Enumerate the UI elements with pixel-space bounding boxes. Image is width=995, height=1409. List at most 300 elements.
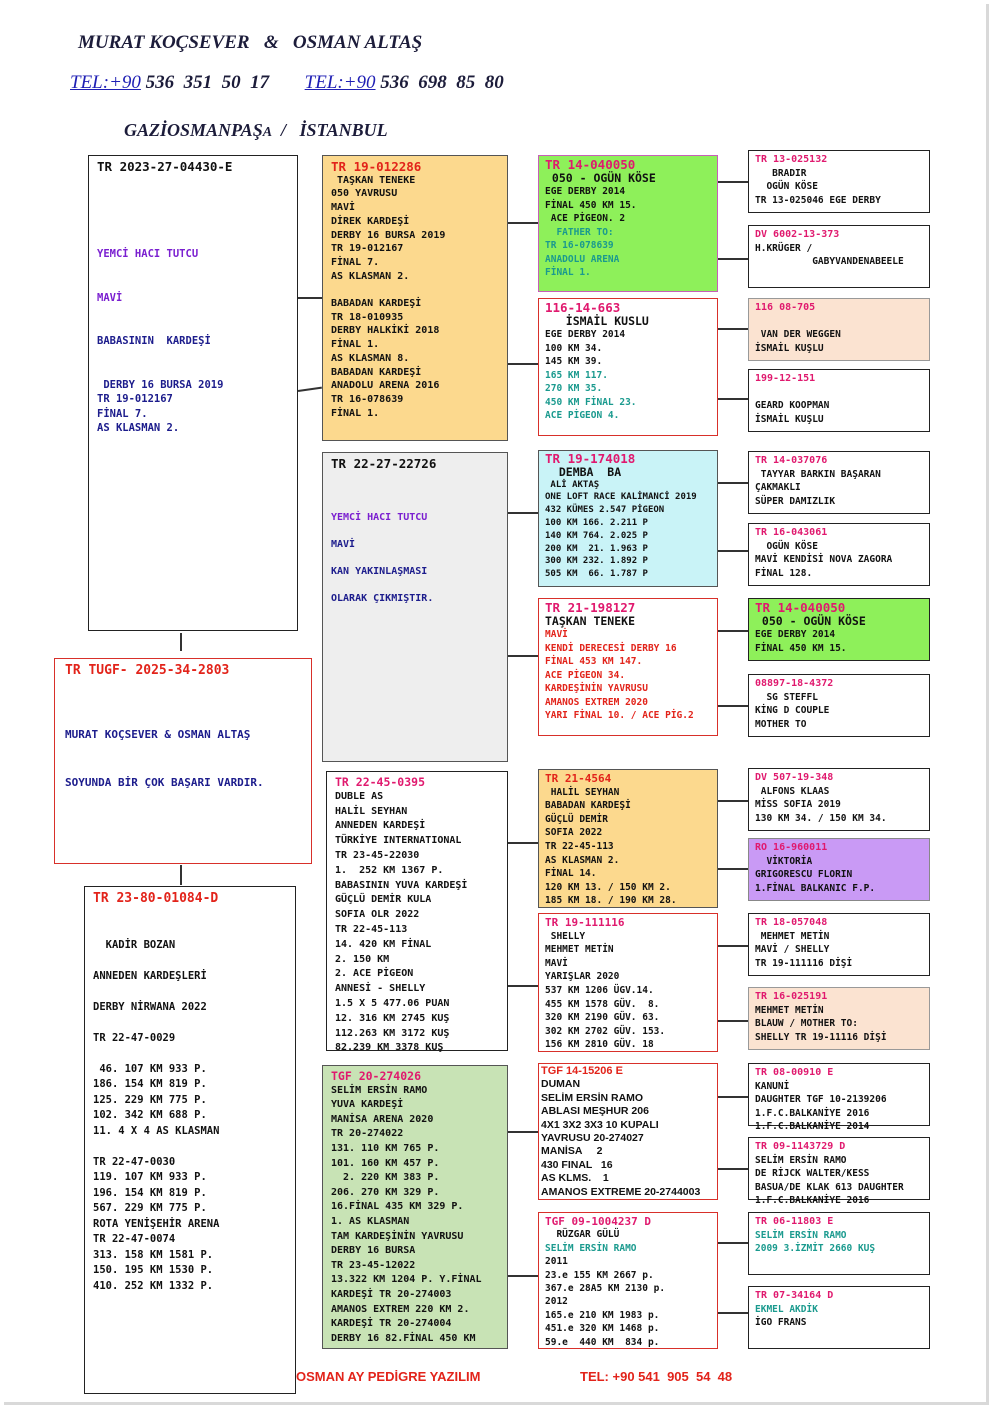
pedigree-line: EGE DERBY 2014 (545, 186, 626, 197)
fff-box (538, 155, 718, 292)
pigeon-ring-id: DV 507-19-348 (755, 772, 834, 783)
pigeon-ring-id: TR 09-1143729 D (755, 1141, 846, 1152)
pedigree-line (93, 984, 287, 1000)
pedigree-line: TR 18-010935 (331, 311, 404, 323)
pedigree-line: FİNAL 450 KM 15. (755, 642, 847, 654)
pedigree-line: MANİSA ARENA 2020 (331, 1113, 434, 1125)
mff-box (538, 769, 718, 908)
pedigree-line: 1.F.C.BALKANİYE 2016 (755, 1195, 870, 1206)
pedigree-line (65, 695, 301, 711)
pedigree-line: İSMAİL KUŞLU (755, 413, 824, 425)
pedigree-line: DUMAN (541, 1078, 581, 1091)
pigeon-ring-id: TR 18-057048 (755, 917, 828, 928)
pedigree-line: BABADAN KARDEŞİ (545, 800, 631, 812)
pigeon-ring-id: TR 19-012286 (331, 159, 422, 174)
pedigree-line (97, 233, 289, 248)
phone-row (70, 72, 504, 94)
pedigree-line: SELİM ERSİN RAMO (331, 1084, 428, 1096)
pedigree-line: 050 - OGÜN KÖSE (755, 613, 866, 628)
pedigree-line: 130 KM 34. / 150 KM 34. (755, 812, 887, 824)
pedigree-line: KADİR BOZAN (93, 938, 176, 951)
pedigree-line (97, 218, 289, 233)
pigeon-ring-id: TR 08-00910 E (755, 1067, 834, 1078)
pedigree-line: 185 KM 18. / 190 KM 28. (545, 895, 677, 907)
pedigree-line: 567. 229 KM 775 P. (93, 1202, 207, 1214)
pedigree-line: 1. AS KLASMAN (331, 1215, 410, 1227)
connector-line (508, 363, 538, 365)
pedigree-line: 455 KM 1578 GÜV. 8. (545, 998, 660, 1010)
pedigree-line: 1.5 X 5 477.06 PUAN (335, 997, 450, 1009)
pedigree-line: ALİ AKTAŞ (545, 479, 600, 490)
pedigree-line: 150. 195 KM 1530 P. (93, 1264, 214, 1276)
pedigree-line (331, 283, 499, 297)
pedigree-line: MİSS SOFIA 2019 (755, 799, 841, 810)
pedigree-line: EGE DERBY 2014 (545, 329, 626, 340)
pedigree-line: FİNAL 453 KM 147. (545, 656, 643, 667)
pedigree-line (331, 552, 499, 566)
pedigree-line: KİNG D COUPLE (755, 705, 830, 716)
pigeon-ring-id: TR 14-037076 (755, 455, 828, 466)
gg-box-1 (748, 150, 930, 213)
gg-box-14 (748, 1137, 930, 1206)
gg-box-13 (748, 1063, 930, 1132)
pedigree-line: YUVA KARDEŞİ (331, 1099, 404, 1111)
connector-line (718, 868, 748, 870)
gg-box-4 (748, 369, 930, 432)
pedigree-line: MANİSA 2 (541, 1145, 603, 1158)
pedigree-line: DE RİJCK WALTER/KESS (755, 1168, 870, 1179)
pedigree-line: SOFIA 2022 (545, 827, 603, 839)
pedigree-line: FİNAL 7. (331, 256, 380, 268)
pigeon-ring-id: TR 21-198127 (545, 600, 636, 615)
pigeon-ring-id: 116-14-663 (545, 300, 621, 315)
pedigree-line: 101. 160 KM 457 P. (331, 1157, 440, 1169)
pedigree-line: TÜRKİYE INTERNATIONAL (335, 835, 462, 847)
pedigree-line: 165 KM 117. (545, 369, 608, 381)
location (124, 120, 388, 141)
mfm-box (538, 913, 718, 1052)
gg-box-3 (748, 298, 930, 361)
pedigree-line: SHELLY TR 19-11116 DİŞİ (755, 1031, 887, 1043)
connector-line (718, 945, 748, 947)
location-small: A (262, 125, 273, 140)
gg-box-8 (748, 674, 930, 737)
pedigree-line (97, 349, 289, 364)
pedigree-line: ALFONS KLAAS (755, 785, 830, 797)
tel1-number: 536 351 50 17 (140, 72, 270, 93)
gg-box-16 (748, 1286, 930, 1349)
pedigree-line: ANNEDEN KARDEŞİ (335, 820, 426, 832)
gg-box-7 (748, 598, 930, 661)
pedigree-line: 1.FİNAL BALKANIC F.P. (755, 882, 876, 894)
pedigree-line: TR 22-45-113 (335, 923, 408, 935)
pedigree-line: 82.239 KM 3378 KUŞ (335, 1042, 444, 1054)
pedigree-line: MEHMET METİN (755, 1004, 824, 1016)
pedigree-line: ANNEDEN KARDEŞLERİ (93, 969, 207, 982)
pedigree-line: SG STEFFL (755, 691, 818, 703)
connector-line (180, 633, 182, 651)
pedigree-line: YAVRUSU 20-274027 (541, 1132, 644, 1145)
pedigree-line: GRIGORESCU FLORIN (755, 869, 853, 880)
connector-line (508, 512, 538, 514)
pedigree-line: 112.263 KM 3172 KUŞ (335, 1027, 450, 1039)
connector-line (508, 842, 538, 844)
pigeon-ring-id: TGF 14-15206 E (541, 1065, 623, 1077)
pedigree-line: 140 KM 764. 2.025 P (545, 530, 648, 541)
pedigree-line (755, 315, 923, 329)
pedigree-line: 119. 107 KM 933 P. (93, 1171, 207, 1183)
pedigree-line: DERBY 16 BURSA 2019 (97, 378, 224, 391)
pedigree-line: YEMCİ HACI TUTCU (331, 512, 428, 523)
pedigree-line: 432 KÜMES 2.547 PİGEON (545, 505, 665, 516)
connector-line (508, 1131, 538, 1133)
pedigree-line: BLAUW / MOTHER TO: (755, 1018, 858, 1029)
gg-box-6 (748, 523, 930, 586)
gg-box-12 (748, 987, 930, 1050)
pedigree-line: ANADOLU ARENA (545, 253, 620, 265)
tel2-link[interactable]: TEL:+90 (304, 72, 376, 93)
footer-tel: TEL: +90 541 905 54 48 (580, 1369, 733, 1384)
pedigree-line: GEARD KOOPMAN (755, 400, 830, 411)
pedigree-line (93, 1015, 287, 1031)
fm-box (322, 452, 508, 762)
pedigree-line: FİNAL 450 KM 15. (545, 199, 637, 211)
pedigree-line: SOFIA OLR 2022 (335, 909, 420, 921)
pedigree-line: 120 KM 13. / 150 KM 2. (545, 881, 671, 893)
pedigree-line: 300 KM 232. 1.892 P (545, 556, 648, 567)
pedigree-line: SELİM ERSİN RAMO (755, 1154, 847, 1166)
pedigree-line (97, 305, 289, 320)
pedigree-line: 050 - OGÜN KÖSE (545, 170, 656, 185)
pedigree-line: İSMAİL KUŞLU (755, 342, 824, 354)
connector-line (718, 181, 748, 183)
pedigree-line (65, 679, 301, 695)
connector-line (508, 985, 538, 987)
pigeon-ring-id: TR 19-111116 (545, 916, 625, 929)
pedigree-line: 165.e 210 KM 1983 p. (545, 1309, 660, 1321)
pedigree-line: TR 19-111116 DİŞİ (755, 957, 853, 969)
pedigree-line: BABADAN KARDEŞİ (331, 298, 422, 310)
connector-line (508, 655, 538, 657)
pedigree-line: YARI FİNAL 10. / ACE PİG.2 (545, 710, 694, 721)
pigeon-ring-id: TR 07-34164 D (755, 1290, 834, 1301)
fmf-box (538, 450, 718, 587)
pedigree-line (97, 189, 289, 204)
pedigree-line (65, 743, 301, 759)
pigeon-ring-id: TR 23-80-01084-D (93, 891, 219, 906)
ff-box (322, 155, 508, 441)
pedigree-line: MAVİ / SHELLY (755, 944, 830, 955)
pigeon-ring-id: TR 06-11803 E (755, 1216, 834, 1227)
pedigree-line: AS KLASMAN 2. (545, 854, 620, 866)
pedigree-line: HALİL SEYHAN (545, 786, 620, 798)
pedigree-line: 410. 252 KM 1332 P. (93, 1279, 214, 1292)
pedigree-line: TR 16-078639 (331, 393, 404, 405)
pedigree-line: BRADIR (755, 167, 807, 179)
pedigree-line: KENDİ DERECESİ DERBY 16 (545, 642, 677, 654)
connector-line (718, 800, 748, 802)
pedigree-line (97, 276, 289, 291)
pedigree-line: YEMCİ HACI TUTCU (97, 248, 199, 260)
pedigree-line: SÜPER DAMIZLIK (755, 495, 836, 507)
pedigree-line (97, 363, 289, 378)
connector-line (718, 1020, 748, 1022)
pedigree-line: TR 13-025046 EGE DERBY (755, 194, 881, 206)
pedigree-line: 11. 4 X 4 AS KLASMAN (93, 1124, 220, 1137)
pedigree-line: 16.FİNAL 435 KM 329 P. (331, 1201, 464, 1213)
connector-line (180, 865, 182, 885)
pedigree-line: FİNAL 14. (545, 868, 597, 880)
pedigree-line: TAŞKAN TENEKE (545, 613, 636, 628)
pedigree-line: İSMAİL KUSLU (545, 313, 649, 328)
pedigree-line: MOTHER TO (755, 718, 807, 730)
pigeon-ring-id: TR 22-45-0395 (335, 775, 426, 789)
pedigree-line: 12. 316 KM 2745 KUŞ (335, 1012, 450, 1024)
pedigree-line (331, 498, 499, 512)
pedigree-line: TR 23-45-12022 (331, 1259, 416, 1271)
pedigree-line: MAVİ (331, 202, 356, 214)
pedigree-line: FİNAL 7. (97, 407, 148, 420)
gg-box-10 (748, 838, 930, 901)
pedigree-line: GÜÇLÜ DEMİR (545, 813, 608, 825)
pedigree-line: AS KLASMAN 2. (331, 270, 410, 282)
pigeon-ring-id: TR 16-025191 (755, 991, 828, 1002)
pedigree-line: 100 KM 166. 2.211 P (545, 517, 648, 528)
pedigree-line: TR 22-47-0074 (93, 1233, 176, 1245)
pedigree-line: 367.e 28A5 KM 2130 p. (545, 1283, 666, 1295)
pedigree-line: ACE PİGEON. 2 (545, 213, 626, 224)
pigeon-ring-id: 199-12-151 (755, 373, 816, 384)
pedigree-line: 451.e 320 KM 1468 p. (545, 1323, 660, 1335)
father-box (88, 155, 298, 631)
main-pigeon-box (54, 658, 312, 864)
connector-line (718, 630, 748, 632)
pedigree-line: MEHMET METİN (755, 930, 830, 942)
mm-box (322, 1065, 508, 1349)
pedigree-line: MAVİ (545, 629, 568, 640)
pedigree-line: FİNAL 1. (331, 339, 380, 351)
pedigree-line: KAN YAKINLAŞMASI (331, 566, 428, 577)
pedigree-line: SELİM ERSİN RAMO (545, 1242, 637, 1254)
pedigree-line: 505 KM 66. 1.787 P (545, 569, 648, 580)
tel2-number: 536 698 85 80 (375, 72, 504, 93)
pedigree-line: 196. 154 KM 819 P. (93, 1186, 207, 1199)
pedigree-line: ROTA YENİŞEHİR ARENA (93, 1217, 220, 1230)
pedigree-line: 186. 154 KM 819 P. (93, 1078, 207, 1090)
pedigree-line: TR 16-078639 (545, 240, 614, 251)
connector-line (718, 550, 748, 552)
pedigree-line: 4X1 3X2 3X3 10 KUPALI (541, 1118, 659, 1131)
pedigree-line: MAVİ (545, 957, 568, 969)
pedigree-line: DERBY 16 82.FİNAL 450 KM (331, 1332, 476, 1344)
gg-box-2 (748, 225, 930, 288)
pedigree-line (97, 175, 289, 190)
pigeon-ring-id: TR 14-040050 (545, 157, 636, 172)
pedigree-line: TR 23-45-22030 (335, 849, 420, 861)
pedigree-line: FİNAL 1. (545, 267, 591, 278)
connector-line (718, 1242, 748, 1244)
pigeon-ring-id: TR 22-27-22726 (331, 456, 437, 471)
pedigree-line: SHELLY (545, 930, 586, 942)
pedigree-line: KARDEŞİ TR 20-274004 (331, 1318, 452, 1330)
connector-line (718, 705, 748, 707)
pedigree-line (93, 922, 287, 938)
location-main: GAZİOSMANPAŞ (124, 120, 263, 140)
pedigree-line (97, 204, 289, 219)
pedigree-line: 13.322 KM 1204 P. Y.FİNAL (331, 1274, 482, 1286)
pedigree-line: TAM KARDEŞİNİN YAVRUSU (331, 1230, 464, 1242)
pedigree-line: AS KLASMAN 2. (97, 422, 180, 434)
mmf-box (538, 1063, 718, 1200)
pedigree-line: DEMBA BA (545, 464, 622, 479)
pedigree-line: 320 KM 2190 GÜV. 63. (545, 1012, 660, 1024)
pigeon-ring-id: TGF 20-274026 (331, 1069, 422, 1083)
pedigree-line: OGÜN KÖSE (755, 540, 818, 552)
pedigree-line: 46. 107 KM 933 P. (93, 1062, 207, 1075)
mmm-box (538, 1212, 718, 1349)
pedigree-line: MEHMET METİN (545, 944, 614, 956)
pedigree-line: 2009 3.İZMİT 2660 KUŞ (755, 1243, 876, 1254)
pedigree-line: 430 FINAL 16 (541, 1158, 613, 1171)
location-city: / İSTANBUL (272, 120, 388, 140)
pigeon-ring-id: TGF 09-1004237 D (545, 1215, 651, 1228)
pedigree-line: 1.F.C.BALKANİYE 2014 (755, 1121, 870, 1132)
mother-box (84, 886, 296, 1394)
pedigree-line: 270 KM 35. (545, 383, 603, 394)
footer-software: OSMAN AY PEDİGRE YAZILIM (296, 1369, 481, 1384)
pedigree-line (93, 1046, 287, 1062)
pigeon-ring-id: 116 08-705 (755, 302, 816, 313)
pedigree-line: OLARAK ÇIKMIŞTIR. (331, 593, 434, 604)
pedigree-line: 156 KM 2810 GÜV. 18 (545, 1039, 654, 1051)
pigeon-ring-id: 08897-18-4372 (755, 678, 834, 689)
pedigree-line: SOYUNDA BİR ÇOK BAŞARI VARDIR. (65, 776, 264, 789)
pedigree-line (331, 484, 499, 498)
pedigree-line: BABADAN KARDEŞİ (331, 366, 422, 378)
pedigree-line: 050 YAVRUSU (331, 188, 398, 200)
pedigree-line: 537 KM 1206 ÜGV.14. (545, 984, 654, 996)
connector-line (718, 328, 748, 330)
pedigree-line: DERBY 16 BURSA 2019 (331, 229, 446, 241)
pigeon-ring-id: TR 16-043061 (755, 527, 828, 538)
connector-line (718, 1168, 748, 1170)
pigeon-ring-id: TR 19-174018 (545, 451, 636, 466)
pedigree-line (65, 711, 301, 727)
connector-line (718, 1096, 748, 1098)
pedigree-line: 302 KM 2702 GÜV. 153. (545, 1025, 666, 1037)
pedigree-line: MAVİ KENDİSİ NOVA ZAGORA (755, 554, 893, 565)
pedigree-line (65, 759, 301, 775)
pedigree-line: ACE PİGEON 4. (545, 410, 620, 421)
pedigree-line (331, 471, 499, 485)
pedigree-line: 1. 252 KM 1367 P. (335, 864, 444, 876)
pedigree-line: DUBLE AS (335, 790, 384, 802)
pedigree-line: 2. 150 KM (335, 953, 390, 965)
connector-line (298, 297, 322, 299)
pedigree-line: 59.e 440 KM 834 p. (545, 1336, 660, 1348)
pedigree-line: AMANOS EXTREM 220 KM 2. (331, 1303, 470, 1315)
pedigree-line: 450 KM FİNAL 23. (545, 396, 637, 408)
pedigree-line: 2. 220 KM 383 P. (331, 1172, 440, 1184)
pedigree-line: KARDEŞİ TR 20-274003 (331, 1288, 452, 1300)
pedigree-line: ABLASI MEŞHUR 206 (541, 1105, 649, 1118)
pedigree-line: TAYYAR BARKIN BAŞARAN (755, 468, 881, 480)
pedigree-line: KARDEŞİNİN YAVRUSU (545, 683, 648, 694)
pedigree-line: İGO FRANS (755, 1317, 807, 1328)
pedigree-line: MAVİ (97, 291, 123, 304)
pedigree-line: 145 KM 39. (545, 356, 603, 367)
pigeon-ring-id: TR 21-4564 (545, 772, 612, 785)
pedigree-line: VİKTORİA (755, 855, 813, 867)
pigeon-ring-id: TR TUGF- 2025-34-2803 (65, 663, 230, 678)
pedigree-line: DAUGHTER TGF 10-2139206 (755, 1094, 887, 1105)
pedigree-line (93, 953, 287, 969)
pedigree-line: 100 KM 34. (545, 342, 603, 354)
connector-line (718, 482, 748, 484)
pedigree-line: 2011 (545, 1256, 568, 1268)
pedigree-line: OGÜN KÖSE (755, 181, 818, 192)
pedigree-line: 1.F.C.BALKANİYE 2016 (755, 1107, 870, 1119)
pedigree-line: ACE PİGEON 34. (545, 669, 626, 681)
pedigree-line: YARIŞLAR 2020 (545, 971, 620, 983)
pedigree-line: FİNAL 1. (331, 407, 380, 419)
pedigree-line: AS KLASMAN 8. (331, 352, 410, 364)
pedigree-line (331, 579, 499, 593)
gg-box-5 (748, 451, 930, 514)
gg-box-15 (748, 1212, 930, 1275)
pedigree-line: TAŞKAN TENEKE (331, 174, 416, 186)
pigeon-ring-id: TR 13-025132 (755, 154, 828, 165)
pedigree-line: ANNESİ - SHELLY (335, 983, 426, 995)
connector-line (718, 398, 748, 400)
pedigree-line: 206. 270 KM 329 P. (331, 1186, 440, 1198)
pedigree-line: H.KRÜGER / (755, 242, 813, 254)
pedigree-line: MURAT KOÇSEVER & OSMAN ALTAŞ (65, 728, 251, 741)
pedigree-line: DERBY NİRWANA 2022 (93, 1000, 207, 1013)
pedigree-line: BABASININ YUVA KARDEŞİ (335, 879, 468, 891)
pigeon-ring-id: RO 16-960011 (755, 842, 828, 853)
pedigree-line: MAVİ (331, 539, 356, 550)
pigeon-ring-id: DV 6002-13-373 (755, 229, 840, 240)
tel1-link[interactable]: TEL:+90 (70, 72, 141, 93)
pedigree-line (93, 1139, 287, 1155)
owners-text: MURAT KOÇSEVER & OSMAN ALTAŞ (78, 32, 423, 53)
mf-box (326, 771, 508, 1054)
pigeon-ring-id: TR 2023-27-04430-E (97, 159, 233, 174)
pedigree-line (97, 262, 289, 277)
pedigree-line: 2. ACE PİGEON (335, 968, 414, 980)
pedigree-line: BASUA/DE KLAK 613 DAUGHTER (755, 1181, 904, 1193)
pedigree-line: SELİM ERSİN RAMO (755, 1229, 847, 1241)
pedigree-line: TR 22-47-0029 (93, 1031, 176, 1044)
pedigree-line: ONE LOFT RACE KALİMANCİ 2019 (545, 492, 697, 503)
pedigree-line: EGE DERBY 2014 (755, 629, 836, 640)
pedigree-line: ANADOLU ARENA 2016 (331, 380, 440, 392)
pedigree-line: TR 20-274022 (331, 1128, 404, 1140)
pedigree-line: AS KLMS. 1 (541, 1172, 609, 1185)
connector-line (718, 258, 748, 260)
pedigree-line: 125. 229 KM 775 P. (93, 1093, 207, 1106)
pedigree-line (93, 907, 287, 923)
pedigree-line (331, 525, 499, 539)
pedigree-line: BABASININ KARDEŞİ (97, 335, 211, 347)
pedigree-line: ÇAKMAKLI (755, 482, 801, 493)
pedigree-line: TR 19-012167 (331, 243, 404, 255)
ffm-box (538, 298, 718, 436)
connector-line (508, 1275, 538, 1277)
pedigree-line: SELİM ERSİN RAMO (541, 1091, 644, 1104)
pedigree-line: 23.e 155 KM 2667 p. (545, 1269, 654, 1281)
